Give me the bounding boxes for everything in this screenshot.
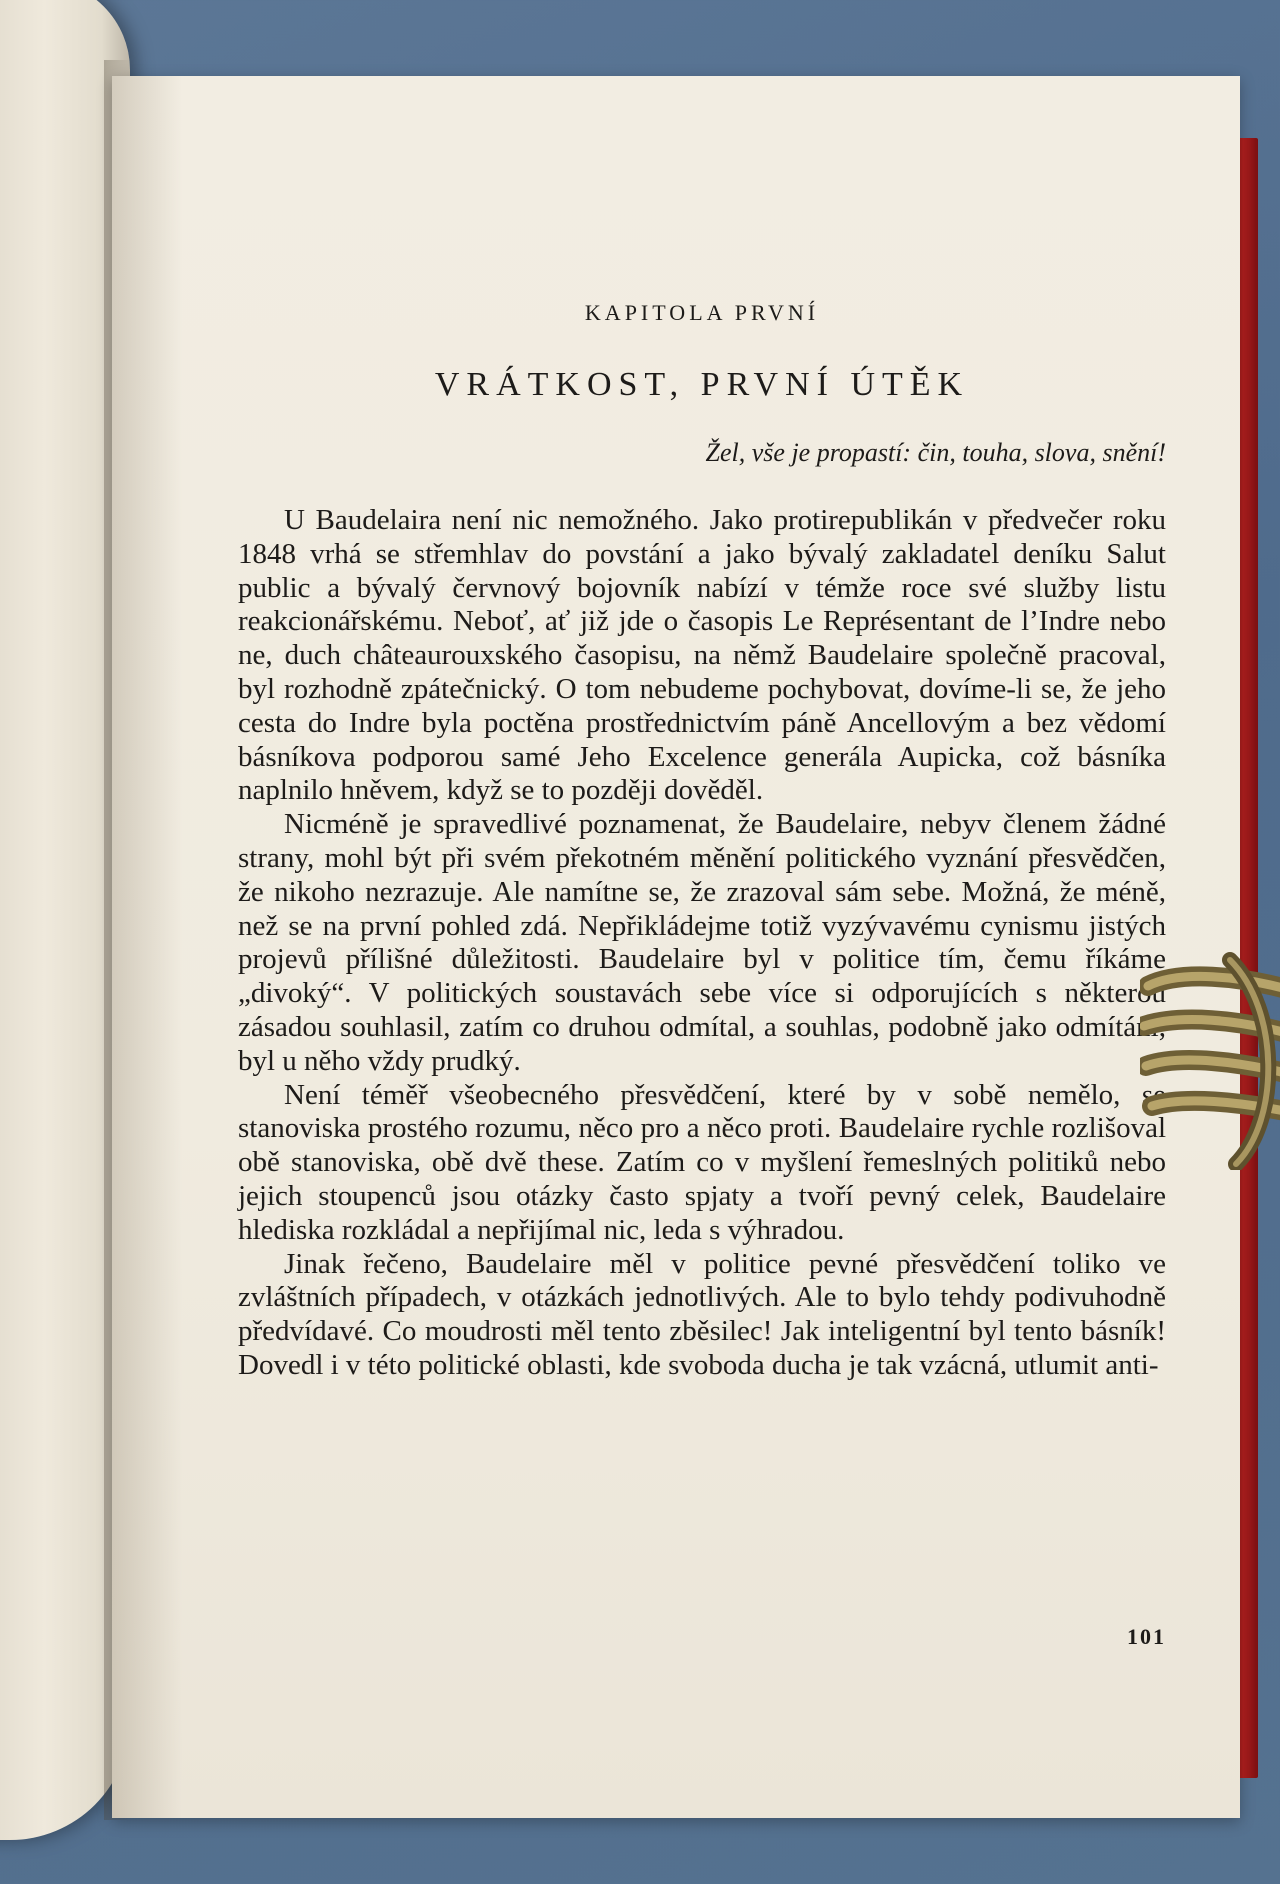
page-gutter-shadow bbox=[112, 76, 182, 1818]
chapter-title: VRÁTKOST, PRVNÍ ÚTĚK bbox=[434, 366, 970, 403]
page-number: 101 bbox=[1127, 1624, 1166, 1649]
body-text bbox=[238, 504, 1166, 1383]
paragraph-2: Nicméně je spravedlivé poznamenat, že Baudelaire, nebyv členem žádné strany, mohl být při svém překotném měnění politického vyznání přesvědčen, že nikoho nezrazuje. Ale namítne se, že zrazoval sám sebe. Možná, že méně, než se na první pohled zdá. Nepřikládejme totiž vyzývavému cynismu jistých projevů přílišné důležitosti. Baudelaire byl v politice tím, čemu říkáme „divoký“. V politických soustavách sebe více si odporujících s některou zásadou souhlasil, zatím co druhou odmítal, a souhlas, podobně jako odmítání, byl u něho vždy prudký. bbox=[238, 808, 1166, 1077]
text-block bbox=[238, 226, 1166, 1383]
chapter-label: KAPITOLA PRVNÍ bbox=[584, 300, 820, 325]
paragraph-3: Není téměř všeobecného přesvědčení, které by v sobě nemělo, se stanoviska prostého rozumu, něco pro a něco proti. Baudelaire rychle rozlišoval obě stanoviska, obě dvě these. Zatím co v myšlení řemeslných politiků nebo jejich stoupenců jsou otázky často spjaty a tvoří pevný celek, Baudelaire hlediska rozkládal a nepřijímal nic, leda s výhradou. bbox=[238, 1078, 1166, 1246]
epigraph: Žel, vše je propastí: čin, touha, slova, snění! bbox=[705, 438, 1166, 467]
paragraph-1: U Baudelaira není nic nemožného. Jako protirepublikán v předvečer roku 1848 vrhá se střemhlav do povstání a jako bývalý zakladatel deníku Salut public a bývalý červnový bojovník nabízí v témže roce své služby listu reakcionářskému. Neboť, ať již jde o časopis Le Représentant de l’Indre nebo ne, duch châteaurouxského časopisu, na němž Baudelaire společně pracoval, byl rozhodně zpátečnický. O tom nebudeme pochybovat, dovíme-li se, že jeho cesta do Indre byla poctěna prostřednictvím páně Ancellovým a bez vědomí básníkova podporou samé Jeho Excelence generála Aupicka, což básníka naplnilo hněvem, když se to později dověděl. bbox=[238, 504, 1166, 807]
right-page bbox=[112, 76, 1240, 1818]
paragraph-4: Jinak řečeno, Baudelaire měl v politice pevné přesvědčení toliko ve zvláštních případech, v otázkách jednotlivých. Ale to bylo tehdy podivuhodně předvídavé. Co moudrosti měl tento zběsilec! Jak inteligentní byl tento básník! Dovedl i v této politické oblasti, kde svoboda ducha je tak vzácná, utlumit anti- bbox=[238, 1247, 1166, 1381]
book-holder-clip bbox=[1140, 950, 1280, 1170]
